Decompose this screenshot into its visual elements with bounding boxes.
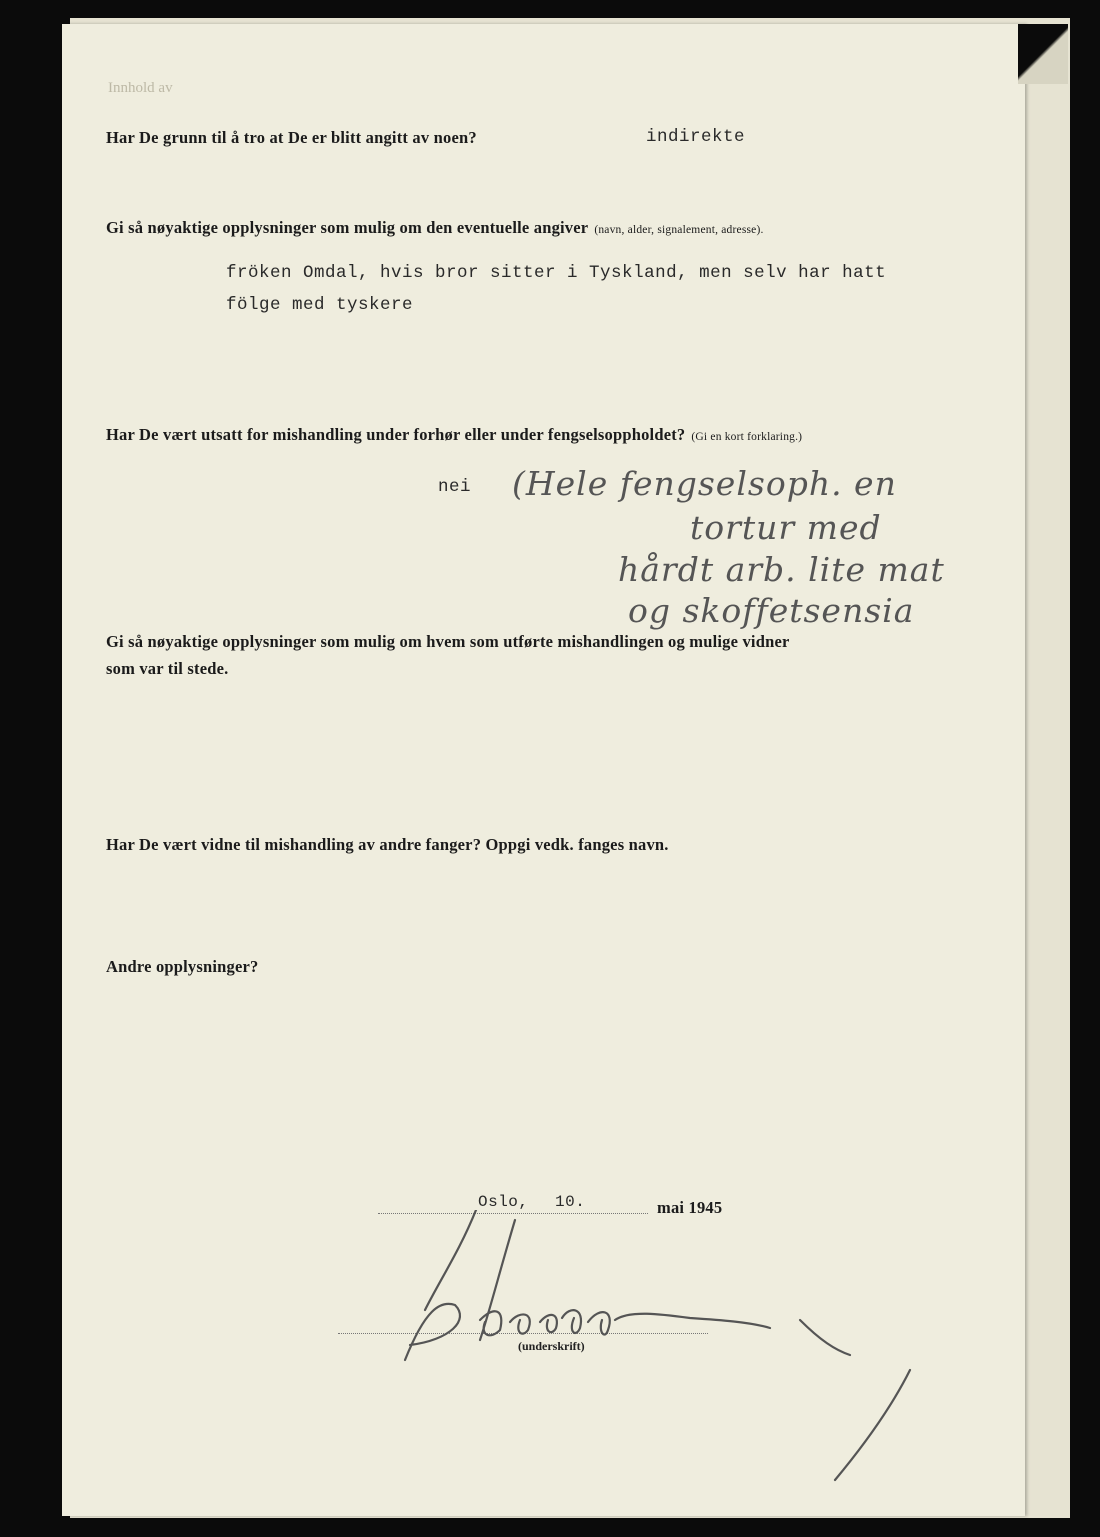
question-mishandling-note: (Gi en kort forklaring.) bbox=[691, 431, 803, 443]
signature-label: (underskrift) bbox=[518, 1339, 585, 1353]
question-angiver bbox=[106, 218, 764, 238]
month-year: mai 1945 bbox=[657, 1198, 723, 1217]
handwritten-note-line4: og skoffetsensia bbox=[628, 591, 915, 630]
question-angitt bbox=[106, 128, 477, 148]
handwritten-signature-icon bbox=[330, 1210, 930, 1510]
folded-corner bbox=[1018, 24, 1068, 84]
question-mishandling bbox=[106, 425, 802, 445]
question-andre-label: Andre opplysninger? bbox=[106, 957, 259, 976]
question-mishandling-label: Har De vært utsatt for mishandling under forhør eller under fengselsoppholdet? bbox=[106, 425, 686, 444]
place-field: Oslo, bbox=[478, 1193, 529, 1211]
question-vidne-label: Har De vært vidne til mishandling av andre fanger? Oppgi vedk. fanges navn. bbox=[106, 835, 669, 854]
answer-angiver-line1: fröken Omdal, hvis bror sitter i Tyskland, men selv har hatt bbox=[226, 263, 887, 283]
question-andre bbox=[106, 957, 259, 977]
question-angitt-label: Har De grunn til å tro at De er blitt angitt av noen? bbox=[106, 128, 477, 147]
question-angiver-label: Gi så nøyaktige opplysninger som mulig om den eventuelle angiver bbox=[106, 218, 589, 237]
faded-header: Innhold av bbox=[108, 80, 173, 96]
question-utforte-line2: som var til stede. bbox=[106, 659, 229, 678]
handwritten-note-line1: (Hele fengselsoph. en bbox=[512, 464, 897, 503]
handwritten-note-line2: tortur med bbox=[690, 508, 882, 547]
question-angiver-note: (navn, alder, signalement, adresse). bbox=[594, 224, 764, 236]
answer-mishandling: nei bbox=[438, 477, 472, 497]
answer-angiver-line2: fölge med tyskere bbox=[226, 295, 414, 315]
day-field: 10. bbox=[555, 1193, 586, 1211]
question-vidne bbox=[106, 835, 669, 855]
handwritten-note-line3: hårdt arb. lite mat bbox=[618, 550, 945, 589]
question-utforte bbox=[106, 628, 790, 682]
answer-angitt: indirekte bbox=[646, 127, 746, 147]
question-utforte-line1: Gi så nøyaktige opplysninger som mulig om hvem som utførte mishandlingen og mulige vidner bbox=[106, 632, 790, 651]
